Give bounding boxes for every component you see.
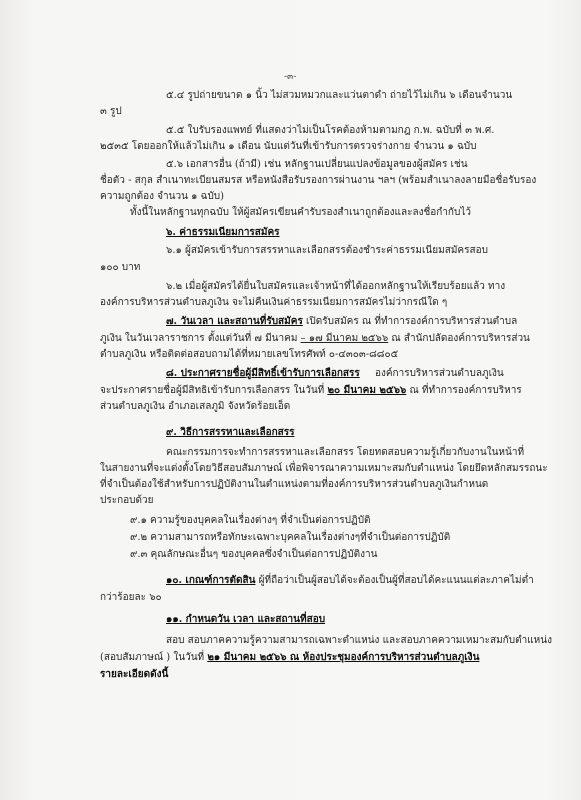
- item-5-5-line-2: ๒๕๓๕ โดยออกให้แล้วไม่เกิน ๑ เดือน นับแต่วันที่เข้ารับการตรวจร่างกาย จำนวน ๑ ฉบับ: [100, 141, 477, 152]
- section-11-line-2-prefix: (สอบสัมภาษณ์ ) ในวันที่: [100, 652, 205, 663]
- section-9-line-1: คณะกรรมการจะทำการสรรหาและเลือกสรร โดยทดสอบความรู้เกี่ยวกับงานในหน้าที่: [166, 447, 525, 458]
- section-10-heading: ๑๐. เกณฑ์การตัดสิน: [166, 575, 256, 586]
- item-5-6-line-2: ชื่อตัว - สกุล สำเนาทะเบียนสมรส หรือหนังสือรับรองการผ่านงาน ฯลฯ (พร้อมสำเนาลงลายมือชื่อรับรอง: [100, 175, 537, 186]
- item-6-2-line-2: องค์การบริหารส่วนตำบลภูเงิน จะไม่คืนเงินค่าธรรมเนียมการสมัครไม่ว่ากรณีใด ๆ: [100, 297, 448, 308]
- section-9-line-4: ประกอบด้วย: [100, 495, 154, 506]
- section-7-line-2: [100, 333, 530, 345]
- section-8-line-1-text: องค์การบริหารส่วนตำบลภูเงิน: [374, 368, 504, 379]
- section-9-line-2: ในสายงานที่จะแต่งตั้งโดยวิธีสอบสัมภาษณ์ เพื่อพิจารณาความเหมาะสมกับตำแหน่ง โดยยึดหลักสมรรถนะ: [100, 463, 548, 474]
- item-5-5-line-1: ๕.๕ ใบรับรองแพทย์ ที่แสดงว่าไม่เป็นโรคต้องห้ามตามกฎ ก.พ. ฉบับที่ ๓ พ.ศ.: [166, 125, 495, 136]
- section-11-exam-date-place: ๒๑ มีนาคม ๒๕๖๖ ณ ห้องประชุมองค์การบริหารส่วนตำบลภูเงิน: [207, 652, 480, 663]
- item-5-4-line-2: ๓ รูป: [100, 106, 122, 117]
- section-7-line-1-text: เปิดรับสมัคร ณ ที่ทำการองค์การบริหารส่วนตำบล: [306, 316, 518, 327]
- section-8-announce-date: ๒๐ มีนาคม ๒๕๖๖: [327, 385, 407, 396]
- section-11-heading: ๑๑. กำหนดวัน เวลา และสถานที่สอบ: [166, 614, 326, 625]
- section-7-line-3: ตำบลภูเงิน หรือติดต่อสอบถามได้ที่หมายเลขโทรศัพท์ ๐-๔๓๐๓-๘๘๐๕: [100, 349, 399, 360]
- section-7-line-2-prefix: ภูเงิน ในวันเวลาราชการ ตั้งแต่วันที่ ๗ มีนาคม: [100, 333, 298, 344]
- section-8-line-2-suffix: ณ ที่ทำการองค์การบริหาร: [409, 385, 522, 396]
- section-10-line-2: กว่าร้อยละ ๖๐: [100, 592, 162, 603]
- item-9-1: ๙.๑ ความรู้ของบุคคลในเรื่องต่างๆ ที่จำเป็นต่อการปฏิบัติ: [130, 515, 371, 526]
- section-11-line-2: [100, 652, 479, 664]
- section-10-line-1: [166, 575, 534, 587]
- page-number: -๓-: [284, 72, 297, 82]
- section-7-line-1: [166, 316, 517, 328]
- item-5-6-line-3: ความถูกต้อง จำนวน ๑ ฉบับ): [100, 191, 225, 202]
- item-6-1-line-2: ๑๐๐ บาท: [100, 262, 141, 273]
- item-9-3: ๙.๓ คุณลักษณะอื่นๆ ของบุคคลซึ่งจำเป็นต่อการปฏิบัติงาน: [130, 549, 378, 560]
- section-7-line-2-suffix: ณ สำนักปลัดองค์การบริหารส่วน: [391, 333, 530, 344]
- section-11-line-1: สอบ สอบภาคความรู้ความสามารถเฉพาะตำแหน่ง และสอบภาคความเหมาะสมกับตำแหน่ง: [166, 635, 552, 646]
- item-6-2-line-1: ๖.๒ เมื่อผู้สมัครได้ยื่นใบสมัครและเจ้าหน้าที่ได้ออกหลักฐานให้เรียบร้อยแล้ว ทาง: [166, 281, 506, 292]
- section-8-line-2: [100, 385, 522, 397]
- section-8-line-3: ส่วนตำบลภูเงิน อำเภอเสลภูมิ จังหวัดร้อยเอ็ด: [100, 401, 291, 412]
- section-8-line-2-prefix: จะประกาศรายชื่อผู้มีสิทธิเข้ารับการเลือกสรร ในวันที่: [100, 385, 325, 396]
- section-6-heading: ๖. ค่าธรรมเนียมการสมัคร: [166, 227, 280, 238]
- item-5-6-line-1: ๕.๖ เอกสารอื่น (ถ้ามี) เช่น หลักฐานเปลี่ยนแปลงข้อมูลของผู้สมัคร เช่น: [166, 159, 468, 170]
- section-7-date-range: – ๑๗ มีนาคม ๒๕๖๖: [300, 333, 389, 344]
- item-5-4-line-1: ๕.๔ รูปถ่ายขนาด ๑ นิ้ว ไม่สวมหมวกและแว่นตาดำ ถ่ายไว้ไม่เกิน ๖ เดือนจำนวน: [166, 90, 513, 101]
- section-8-heading: ๘. ประกาศรายชื่อผู้มีสิทธิ์เข้ารับการเลือกสรร: [166, 368, 360, 379]
- item-9-2: ๙.๒ ความสามารถหรือทักษะเฉพาะบุคคลในเรื่องต่างๆที่จำเป็นต่อการปฏิบัติ: [130, 532, 451, 543]
- item-6-1-line-1: ๖.๑ ผู้สมัครเข้ารับการสรรหาและเลือกสรรต้องชำระค่าธรรมเนียมสมัครสอบ: [166, 245, 488, 256]
- note-all-documents: ทั้งนี้ในหลักฐานทุกฉบับ ให้ผู้สมัครเขียนคำรับรองสำเนาถูกต้องและลงชื่อกำกับไว้: [130, 207, 471, 218]
- section-9-heading: ๙. วิธีการสรรหาและเลือกสรร: [166, 427, 295, 438]
- section-8-line-1: [166, 368, 504, 380]
- section-9-line-3: ที่จำเป็นต้องใช้สำหรับการปฏิบัติงานในตำแหน่งตามที่องค์การบริหารส่วนตำบลภูเงินกำหนด: [100, 479, 489, 490]
- section-10-line-1-text: ผู้ที่ถือว่าเป็นผู้สอบได้จะต้องเป็นผู้ที่สอบได้คะแนนแต่ละภาคไม่ต่ำ: [258, 575, 534, 586]
- section-11-line-3: รายละเอียดดังนี้: [100, 669, 169, 680]
- section-7-heading: ๗. วันเวลา และสถานที่รับสมัคร: [166, 316, 303, 327]
